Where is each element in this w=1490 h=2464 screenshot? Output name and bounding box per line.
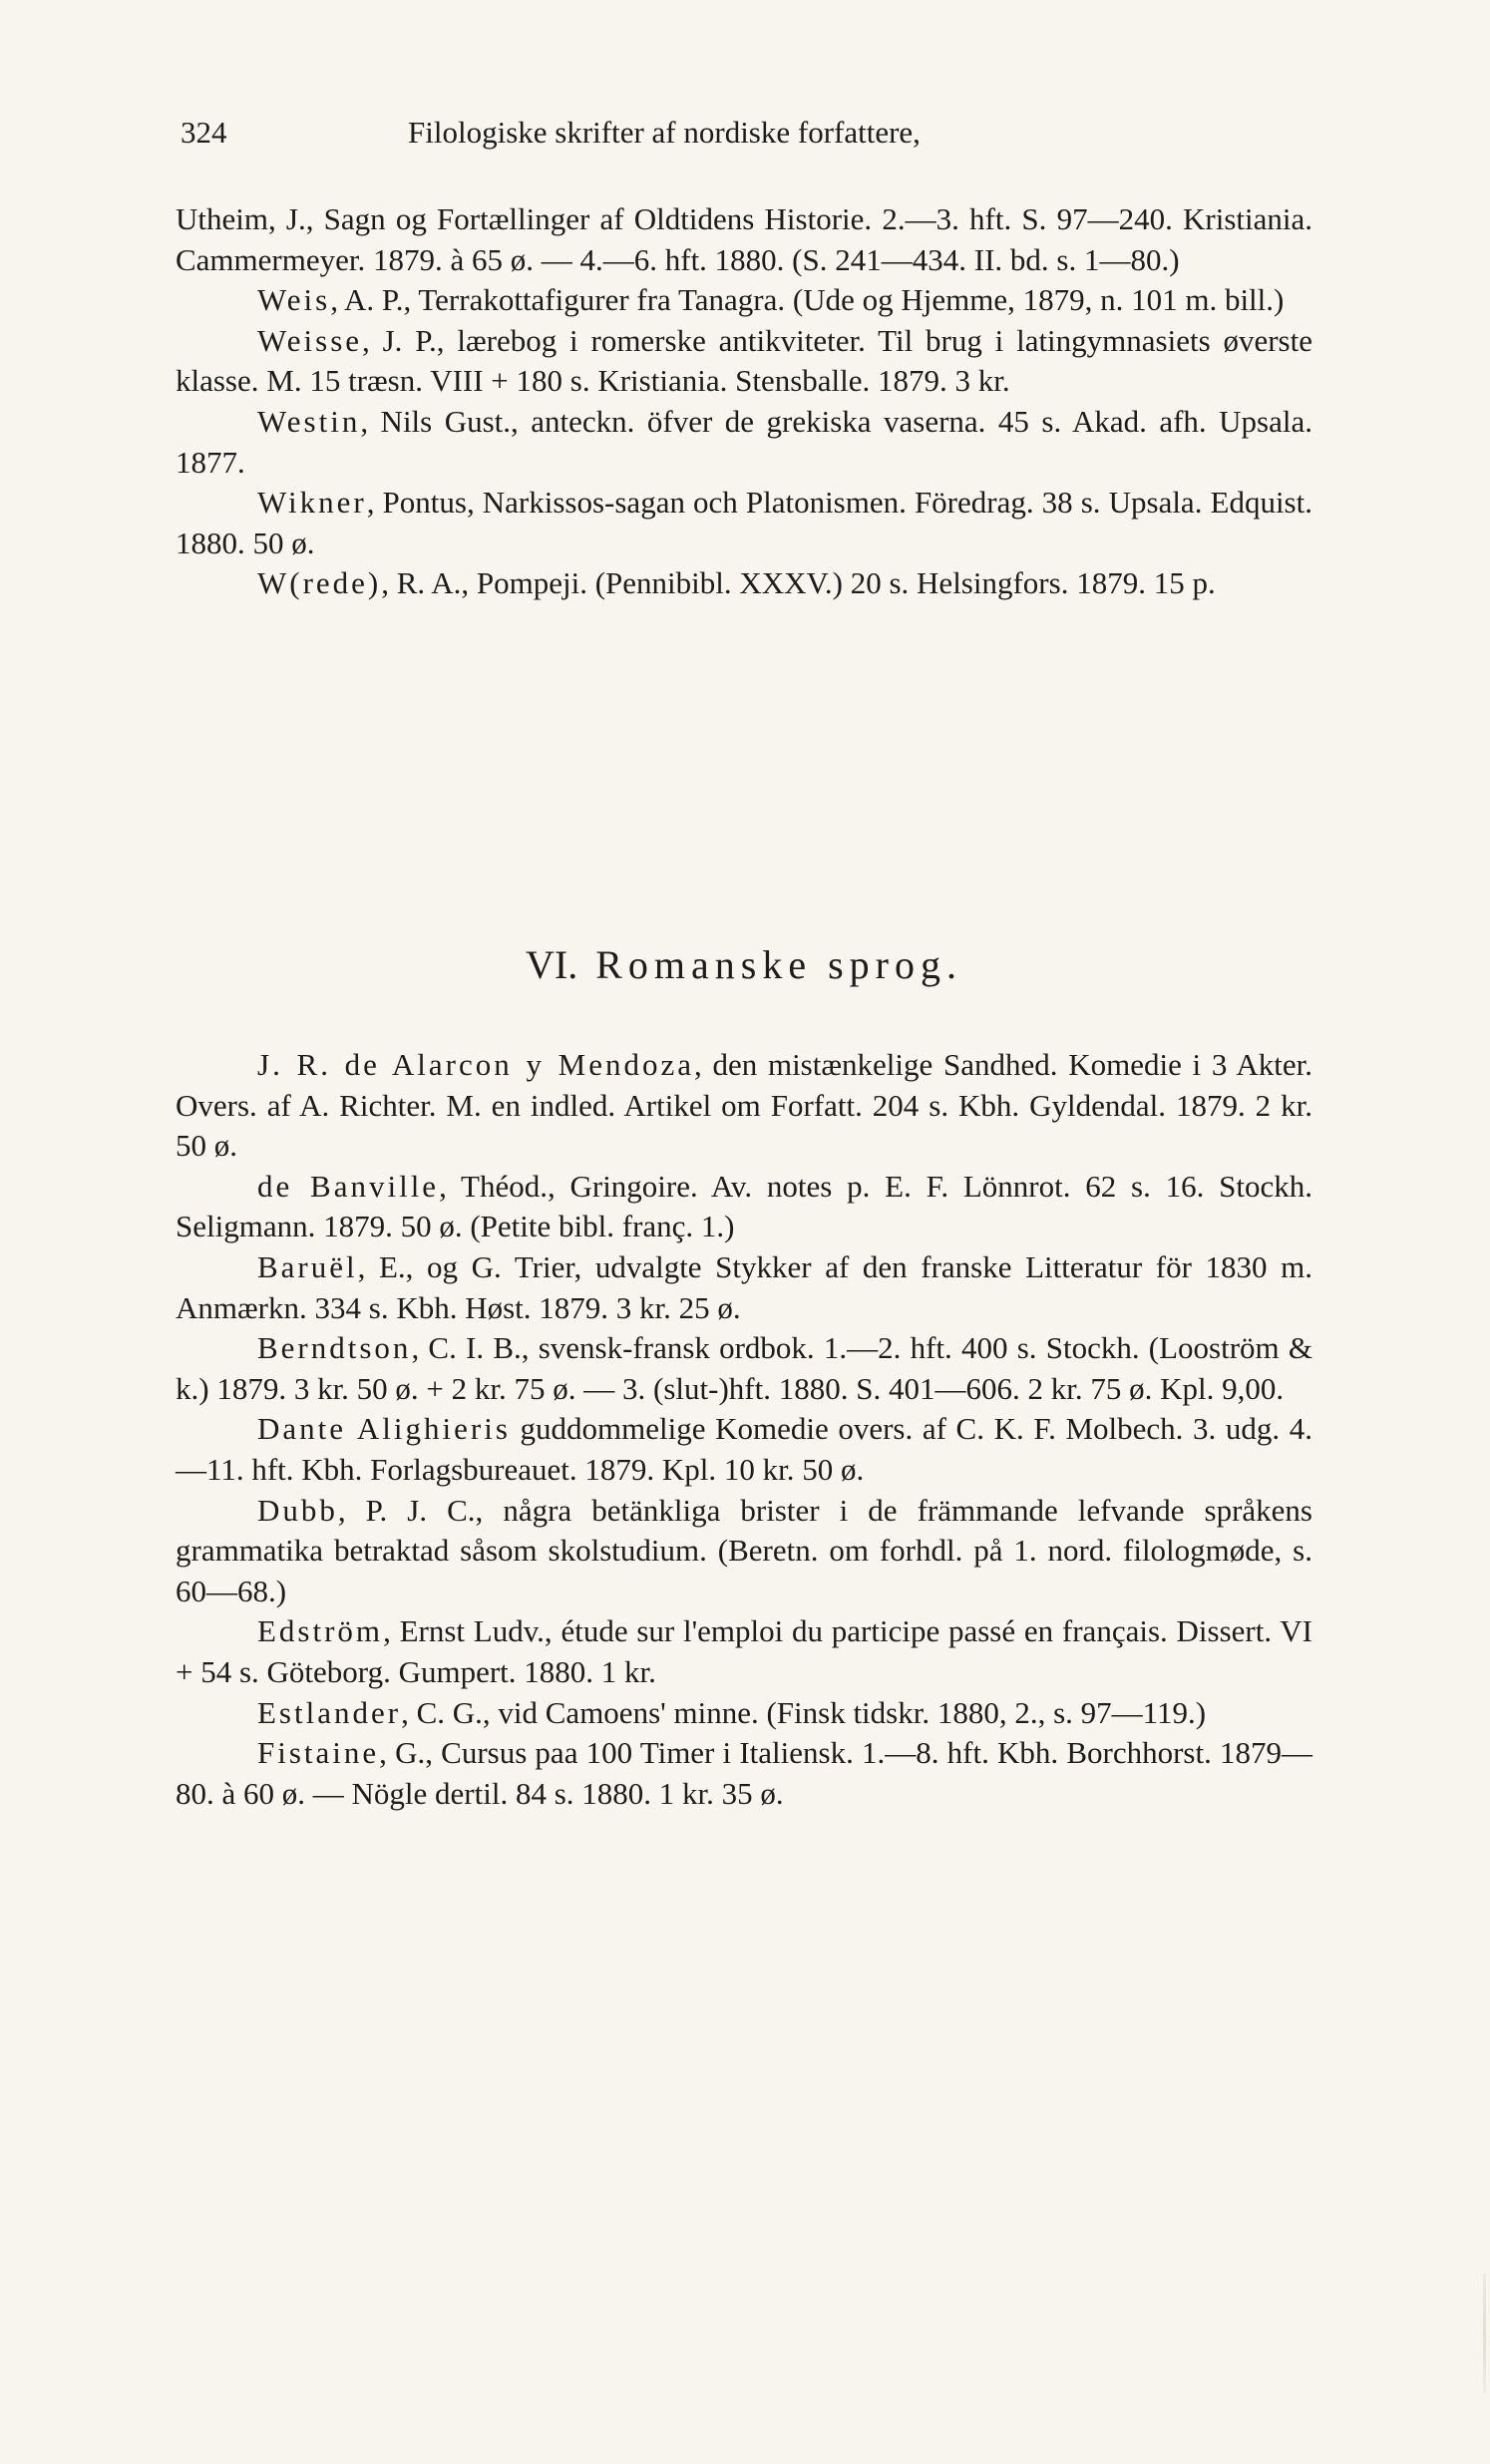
entry-text: , C. G., vid Camoens' minne. (Finsk tidskr. 1880, 2., s. 97—119.)	[401, 1694, 1207, 1730]
entry-alarcon	[176, 1045, 1312, 1167]
entry-text: , E., og G. Trier, udvalgte Stykker af den franske Litteratur för 1830 m. Anmærkn. 334 s. Kbh. Høst. 1879. 3 kr. 25 ø.	[176, 1248, 1312, 1325]
entry-author: Dante Alighieris	[257, 1411, 511, 1447]
entry-fistaine	[176, 1733, 1312, 1814]
entry-edstrom	[176, 1611, 1312, 1692]
bibliography-list-top	[176, 199, 1312, 604]
entry-text: , R. A., Pompeji. (Pennibibl. XXXV.) 20 s. Helsingfors. 1879. 15 p.	[381, 565, 1216, 601]
entry-text: , C. I. B., svensk-fransk ordbok. 1.—2. hft. 400 s. Stockh. (Looström & k.) 1879. 3 kr. 50 ø. + 2 kr. 75 ø. — 3. (slut-)hft. 1880. S. 401—606. 2 kr. 75 ø. Kpl. 9,00.	[176, 1330, 1312, 1406]
entry-utheim	[176, 199, 1312, 280]
entry-text: , J. P., lærebog i romerske antikviteter. Til brug i latingymnasiets øverste klasse. M. 15 træsn. VIII + 180 s. Kristiania. Stensballe. 1879. 3 kr.	[176, 322, 1312, 399]
entry-author: Berndtson	[257, 1330, 412, 1366]
paper-edge-mark	[1483, 2274, 1486, 2393]
section-number: VI.	[526, 942, 578, 987]
entry-weis	[176, 280, 1312, 321]
entry-text: , Théod., Gringoire. Av. notes p. E. F. Lönnrot. 62 s. 16. Stockh. Seligmann. 1879. 50 ø. (Petite bibl. franç. 1.)	[176, 1168, 1312, 1244]
entry-author: Edström	[257, 1613, 384, 1649]
entry-author: Baruël	[257, 1248, 358, 1284]
entry-author: Fistaine	[257, 1735, 380, 1771]
entry-estlander	[176, 1693, 1312, 1734]
entry-author: W(rede)	[257, 565, 382, 601]
entry-author: Dubb	[257, 1492, 338, 1528]
entry-wikner	[176, 483, 1312, 563]
entry-berndtson	[176, 1328, 1312, 1409]
header-title: Filologiske skrifter af nordiske forfattere,	[408, 115, 921, 150]
entry-text: , den mistænkelige Sandhed. Komedie i 3 Akter. Overs. af A. Richter. M. en indled. Artikel om Forfatt. 204 s. Kbh. Gyldendal. 1879. 2 kr. 50 ø.	[176, 1047, 1312, 1164]
entry-westin	[176, 402, 1312, 483]
entry-text: , Pontus, Narkissos-sagan och Platonismen. Föredrag. 38 s. Upsala. Edquist. 1880. 50 ø.	[176, 485, 1312, 560]
entry-author: Estlander	[257, 1694, 402, 1730]
entry-text: , Ernst Ludv., étude sur l'emploi du participe passé en français. Dissert. VI + 54 s. Göteborg. Gumpert. 1880. 1 kr.	[176, 1613, 1312, 1689]
bibliography-list-romance	[176, 1045, 1312, 1814]
entry-author: Weis	[257, 282, 331, 318]
section-heading	[176, 937, 1312, 993]
entry-author: Wikner	[257, 485, 367, 521]
entry-author: de Banville	[257, 1168, 440, 1204]
entry-author: Westin	[257, 403, 361, 439]
entry-wrede	[176, 563, 1312, 604]
entry-baruel	[176, 1247, 1312, 1328]
entry-dubb	[176, 1491, 1312, 1612]
entry-dante	[176, 1409, 1312, 1490]
section-title: Romanske sprog.	[595, 942, 962, 987]
entry-text: , G., Cursus paa 100 Timer i Italiensk. 1.—8. hft. Kbh. Borchhorst. 1879—80. à 60 ø. — Nögle dertil. 84 s. 1880. 1 kr. 35 ø.	[176, 1735, 1312, 1811]
entry-text: Utheim, J., Sagn og Fortællinger af Oldtidens Historie. 2.—3. hft. S. 97—240. Kristiania. Cammermeyer. 1879. à 65 ø. — 4.—6. hft. 1880. (S. 241—434. II. bd. s. 1—80.)	[176, 201, 1312, 277]
entry-text: , Nils Gust., anteckn. öfver de grekiska vaserna. 45 s. Akad. afh. Upsala. 1877.	[176, 403, 1312, 480]
entry-weisse	[176, 321, 1312, 402]
entry-author: Weisse	[257, 322, 363, 358]
entry-author: J. R. de Alarcon y Mendoza	[257, 1047, 695, 1082]
running-head	[181, 108, 1317, 158]
entry-text: , P. J. C., några betänkliga brister i de främmande lefvande språkens grammatika betraktad såsom skolstudium. (Beretn. om forhdl. på 1. nord. filologmøde, s. 60—68.)	[176, 1492, 1312, 1608]
page-number: 324	[181, 115, 227, 150]
entry-text: , A. P., Terrakottafigurer fra Tanagra. (Ude og Hjemme, 1879, n. 101 m. bill.)	[330, 282, 1285, 318]
entry-banville	[176, 1167, 1312, 1247]
entry-text: guddommelige Komedie overs. af C. K. F. Molbech. 3. udg. 4.—11. hft. Kbh. Forlagsbureauet. 1879. Kpl. 10 kr. 50 ø.	[176, 1411, 1312, 1487]
